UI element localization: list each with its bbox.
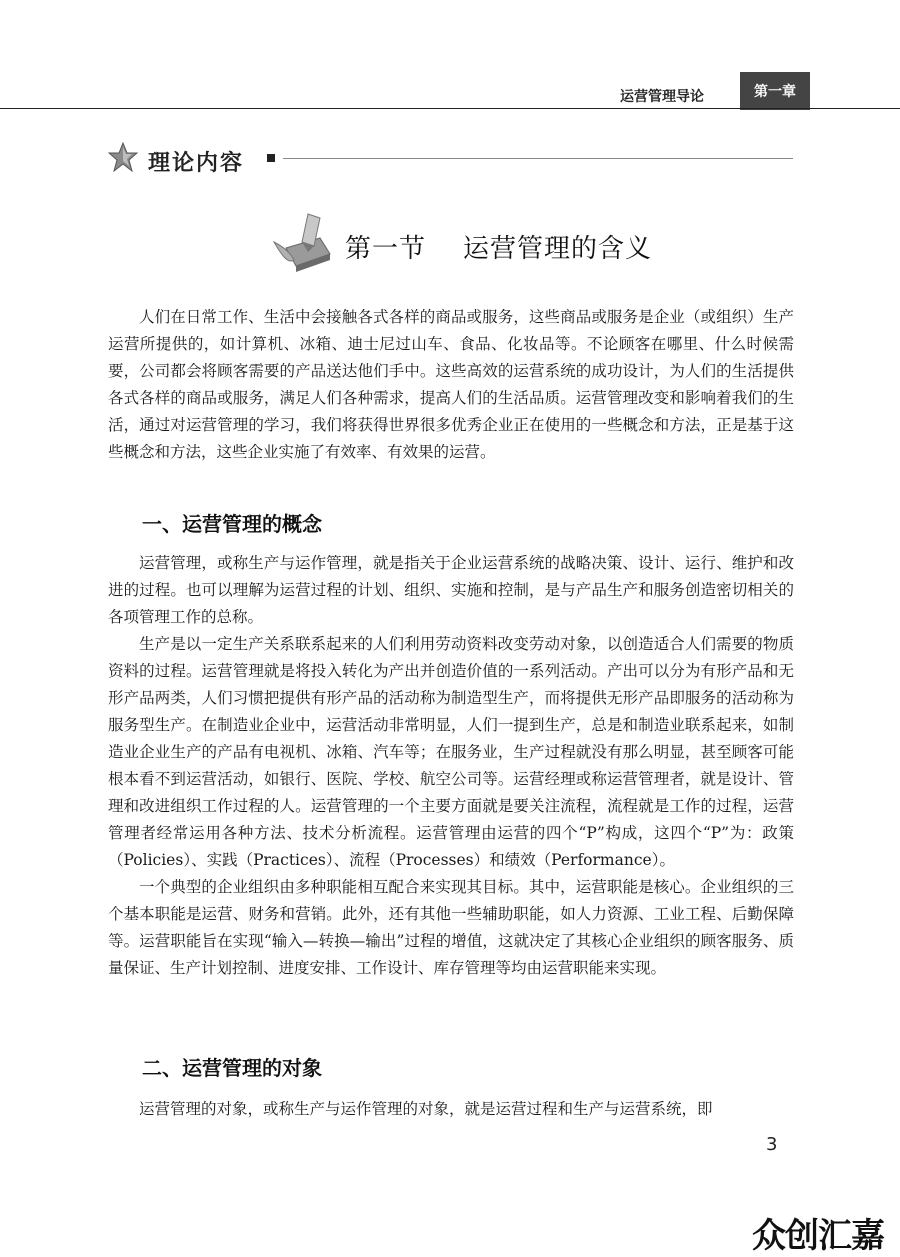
concept-heading: 一、运营管理的概念 bbox=[142, 512, 322, 536]
object-paragraph: 运营管理的对象，或称生产与运作管理的对象，就是运营过程和生产与运营系统，即 bbox=[139, 1100, 713, 1118]
concept-paragraph-2: 生产是以一定生产关系联系起来的人们利用劳动资料改变劳动对象，以创造适合人们需要的物质资料的过程。运营管理就是将投入转化为产出并创造价值的一系列活动。产出可以分为有形产品和无形产品两类，人们习惯把提供有形产品的活动称为制造型生产，而将提供无形产品即服务的活动称为服务型生产。在制造业企业中，运营活动非常明显，人们一提到生产，总是和制造业联系起来，如制造业企业生产的产品有电视机、冰箱、汽车等；在服务业，生产过程就没有那么明显，甚至顾客可能根本看不到运营活动，如银行、医院、学校、航空公司等。运营经理或称运营管理者，就是设计、管理和改进组织工作过程的人。运营管理的一个主要方面就是要关注流程，流程就是工作的过程，运营管理者经常运用各种方法、技术分析流程。运营管理由运营的四个“P”构成，这四个“P”为：政策（Policies）、实践（Practices）、流程（Processes）和绩效（Performance）。 bbox=[108, 635, 794, 869]
running-header-title: 运营管理导论 bbox=[620, 89, 704, 105]
concept-paragraph-3: 一个典型的企业组织由多种职能相互配合来实现其目标。其中，运营职能是核心。企业组织的三个基本职能是运营、财务和营销。此外，还有其他一些辅助职能，如人力资源、工业工程、后勤保障等。运营职能旨在实现“输入—转换—输出”过程的增值，这就决定了其核心企业组织的顾客服务、质量保证、生产计划控制、进度安排、工作设计、库存管理等均由运营职能来实现。 bbox=[108, 878, 794, 977]
concept-text bbox=[108, 550, 794, 982]
theory-title: 理论内容 bbox=[148, 151, 245, 176]
watermark-logo: 众创汇嘉 bbox=[752, 1216, 884, 1256]
star-icon bbox=[108, 142, 138, 172]
intro-paragraph: 人们在日常工作、生活中会接触各式各样的商品或服务，这些商品或服务是企业（或组织）生产运营所提供的，如计算机、冰箱、迪士尼过山车、食品、化妆品等。不论顾客在哪里、什么时候需要，公司都会将顾客需要的产品送达他们手中。这些高效的运营系统的成功设计，为人们的生活提供各式各样的商品或服务，满足人们各种需求，提高人们的生活品质。运营管理改变和影响着我们的生活，通过对运营管理的学习，我们将获得世界很多优秀企业正在使用的一些概念和方法，正是基于这些概念和方法，这些企业实施了有效率、有效果的运营。 bbox=[108, 308, 794, 461]
chapter-tab: 第一章 bbox=[740, 72, 810, 110]
section-title: 第一节 运营管理的含义 bbox=[345, 234, 653, 264]
header-rule bbox=[0, 108, 900, 109]
object-text bbox=[108, 1096, 794, 1123]
theory-bullet bbox=[267, 154, 275, 162]
page-number: 3 bbox=[766, 1134, 778, 1155]
object-heading: 二、运营管理的对象 bbox=[142, 1056, 322, 1080]
intro-text bbox=[108, 304, 794, 466]
concept-paragraph-1: 运营管理，或称生产与运作管理，就是指关于企业运营系统的战略决策、设计、运行、维护和改进的过程。也可以理解为运营过程的计划、组织、实施和控制，是与产品生产和服务创造密切相关的各项管理工作的总称。 bbox=[108, 554, 794, 626]
pen-book-icon bbox=[268, 208, 338, 276]
theory-divider bbox=[283, 158, 793, 159]
